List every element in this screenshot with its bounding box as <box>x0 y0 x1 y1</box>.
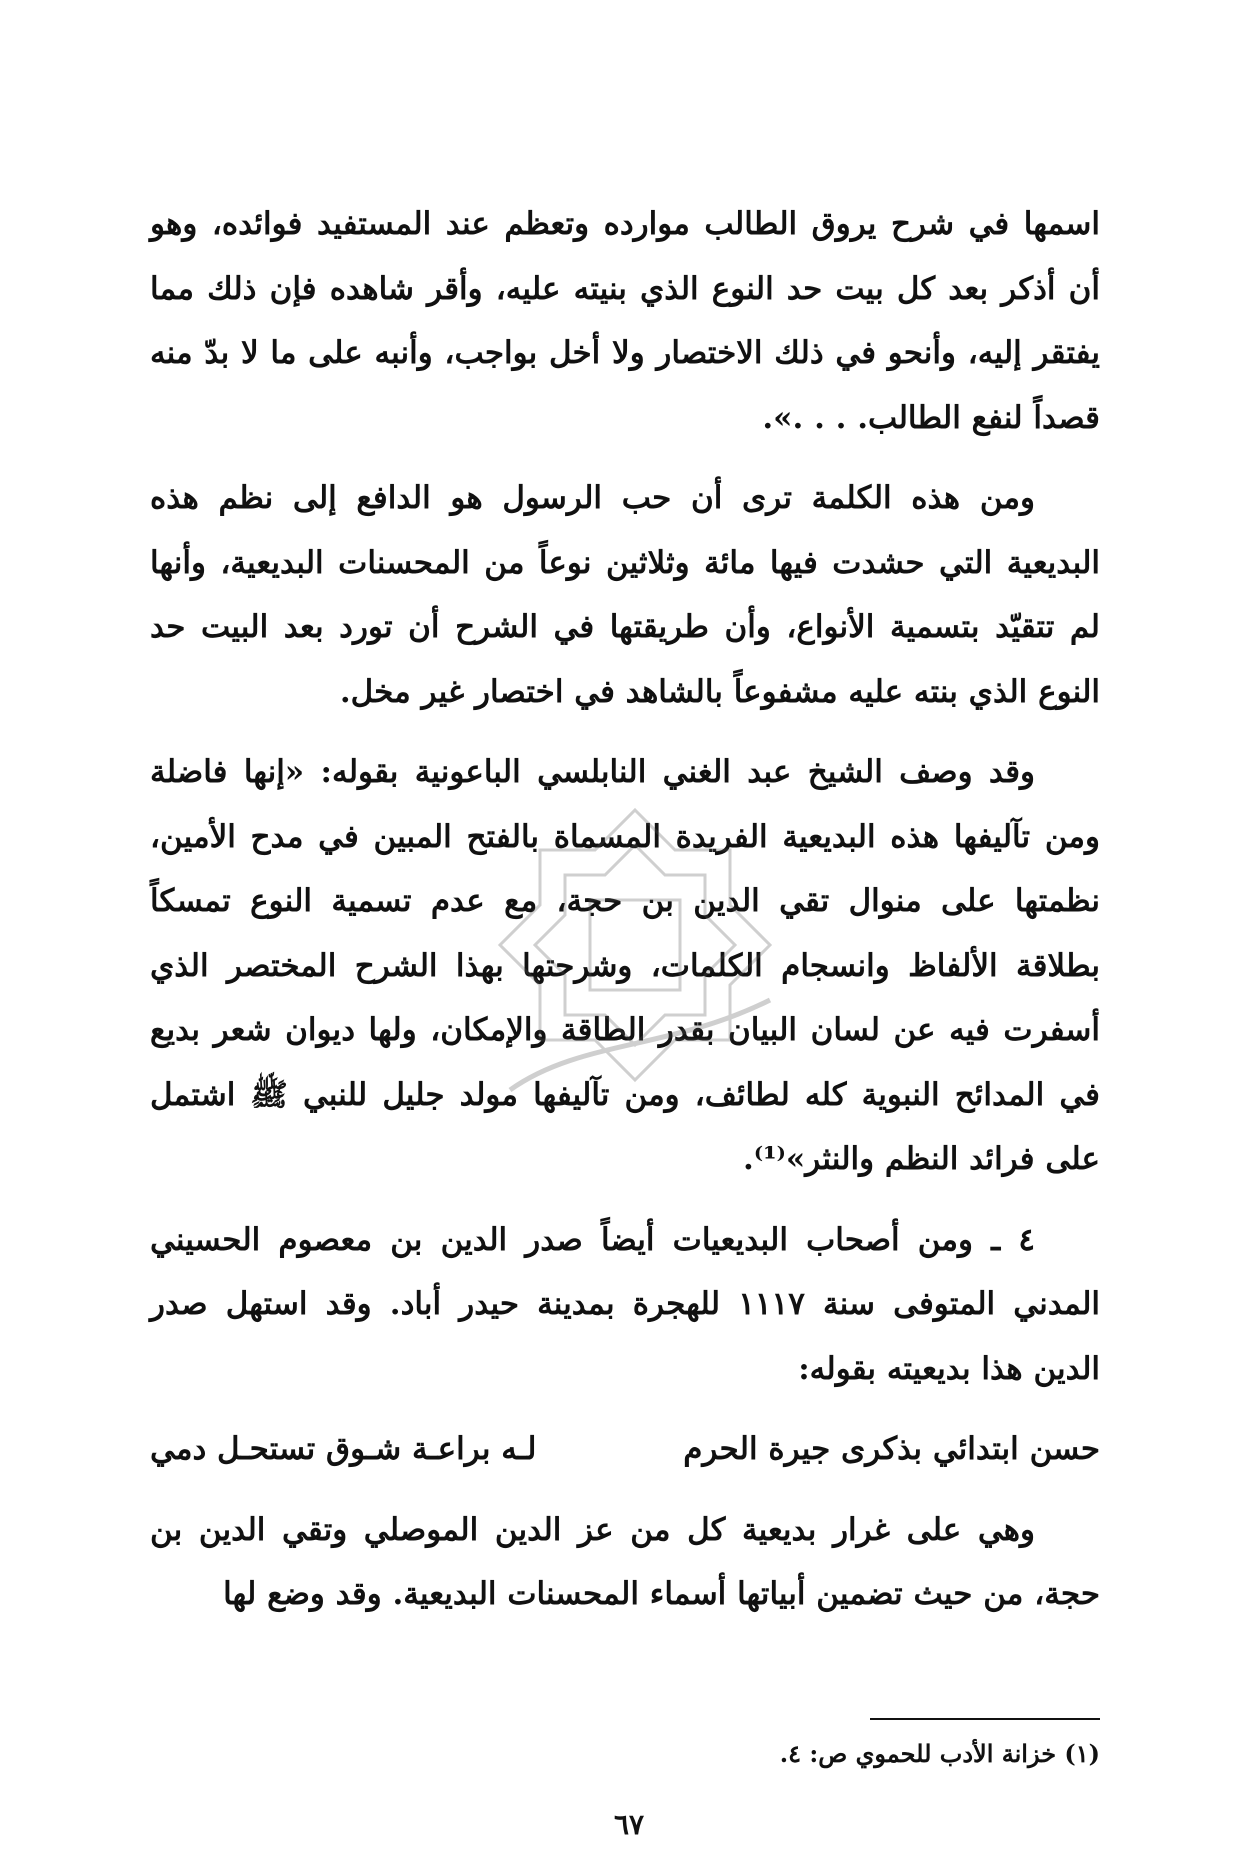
paragraph-ibn-masum: ٤ ـ ومن أصحاب البديعيات أيضاً صدر الدين بن معصوم الحسيني المدني المتوفى سنة ١١١٧ للهجرة بمدينة حيدر أباد. وقد استهل صدر الدين هذا بديعيته بقوله: <box>150 1221 1100 1387</box>
paragraph-love-of-prophet: ومن هذه الكلمة ترى أن حب الرسول هو الدافع إلى نظم هذه البديعية التي حشدت فيها مائة وثلاثين نوعاً من المحسنات البديعية، وأنها لم تتقيّد بتسمية الأنواع، وأن طريقتها في الشرح أن تورد بعد البيت حد النوع الذي بنته عليه مشفوعاً بالشاهد في اختصار غير مخل. <box>150 480 1100 710</box>
footnote: (١) خزانة الأدب للحموي ص: ٤. <box>779 1739 1100 1768</box>
main-text <box>150 192 1100 1643</box>
paragraph-closing: وهي على غرار بديعية كل من عز الدين الموصلي وتقي الدين بن حجة، من حيث تضمين أبياتها أسماء المحسنات البديعية. وقد وضع لها <box>150 1511 1100 1612</box>
footnote-divider <box>870 1718 1100 1720</box>
poetry-verse <box>150 1417 1100 1482</box>
paragraph-nabulsi-description: وقد وصف الشيخ عبد الغني النابلسي الباعونية بقوله: «إنها فاضلة ومن تآليفها هذه البديعية الفريدة المسماة بالفتح المبين في مدح الأمين، نظمتها على منوال تقي الدين بن حجة، مع عدم تسمية النوع تمسكاً بطلاقة الألفاظ وانسجام الكلمات، وشرحتها بهذا الشرح المختصر الذي أسفرت فيه عن لسان البيان بقدر الطاقة والإمكان، ولها ديوان شعر بديع في المدائح النبوية كله لطائف، ومن تآليفها مولد جليل للنبي ﷺ اشتمل على فرائد النظم والنثر»⁽¹⁾. <box>150 754 1100 1177</box>
page-number: ٦٧ <box>613 1808 645 1841</box>
verse-first-hemistich: حسن ابتدائي بذكرى جيرة الحرم <box>683 1431 1100 1467</box>
verse-second-hemistich: لـه براعـة شـوق تستحـل دمي <box>150 1431 537 1467</box>
paragraph-continuation: اسمها في شرح يروق الطالب موارده وتعظم عند المستفيد فوائده، وهو أن أذكر بعد كل بيت حد النوع الذي بنيته عليه، وأقر شاهده فإن ذلك مما يفتقر إليه، وأنحو في ذلك الاختصار ولا أخل بواجب، وأنبه على ما لا بدّ منه قصداً لنفع الطالب. . . .». <box>150 206 1100 436</box>
